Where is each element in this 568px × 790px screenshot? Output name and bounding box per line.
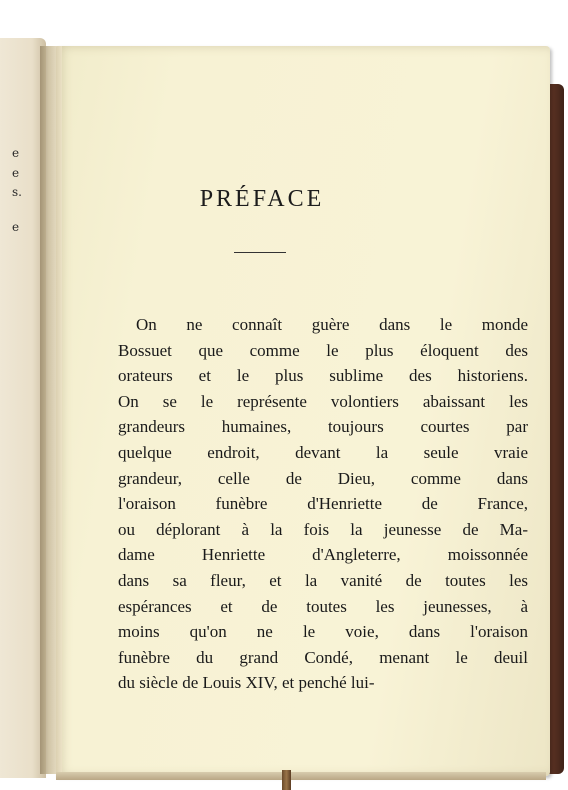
text-line: On se le représente volontiers abaissant les — [118, 391, 528, 411]
text-line: dame Henriette d'Angleterre, moissonnée — [118, 545, 528, 565]
left-page-fragment: e — [12, 220, 20, 234]
text-line: l'oraison funèbre d'Henriette de France, — [118, 494, 528, 514]
left-page-fragment: e — [12, 166, 20, 180]
left-page-fragment: s. — [12, 185, 22, 199]
text-line: grandeur, celle de Dieu, comme dans — [118, 468, 528, 488]
text-line: orateurs et le plus sublime des historiens. — [118, 366, 528, 386]
text-line: dans sa fleur, et la vanité de toutes les — [118, 570, 528, 590]
text-line: quelque endroit, devant la seule vraie — [118, 442, 528, 462]
text-line: espérances et de toutes les jeunesses, à — [118, 596, 528, 616]
text-line: grandeurs humaines, toujours courtes par — [118, 417, 528, 437]
title-divider — [234, 252, 286, 253]
text-line: Bossuet que comme le plus éloquent des — [118, 340, 528, 360]
text-line: funèbre du grand Condé, menant le deuil — [118, 647, 528, 667]
body-paragraph — [118, 312, 528, 696]
text-line: ou déplorant à la fois la jeunesse de Ma- — [118, 519, 528, 539]
page-title: PRÉFACE — [199, 186, 325, 212]
text-line: On ne connaît guère dans le monde — [136, 315, 528, 334]
spine-shadow — [40, 46, 62, 774]
text-line: du siècle de Louis XIV, et penché lui- — [118, 673, 375, 693]
page-bottom-edge — [56, 772, 546, 780]
bookmark-ribbon — [282, 770, 291, 790]
text-line: moins qu'on ne le voie, dans l'oraison — [118, 622, 528, 642]
left-page-fragment: e — [12, 146, 20, 160]
